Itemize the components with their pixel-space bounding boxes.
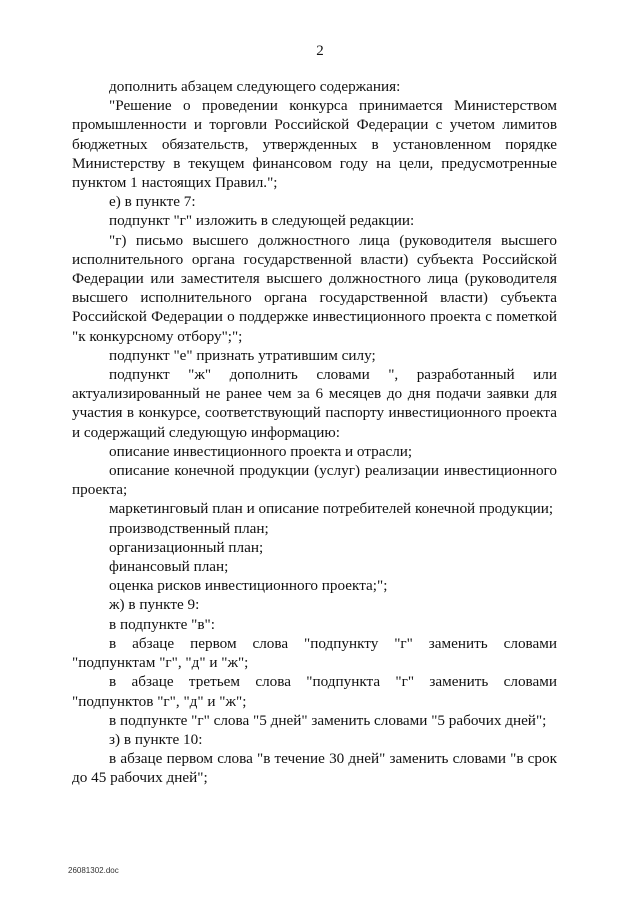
page-number: 2 xyxy=(316,43,324,59)
paragraph: в подпункте "г" слова "5 дней" заменить словами "5 рабочих дней"; xyxy=(109,711,547,729)
paragraph: в подпункте "в": xyxy=(109,615,215,633)
paragraph: производственный план; xyxy=(109,519,269,537)
paragraph: маркетинговый план и описание потребителей конечной продукции; xyxy=(109,500,554,518)
paragraph: описание конечной продукции (услуг) реализации инвестиционного проекта; xyxy=(72,462,557,499)
paragraph: подпункт "г" изложить в следующей редакции: xyxy=(109,212,415,230)
paragraph: з) в пункте 10: xyxy=(109,730,203,748)
document-body xyxy=(72,77,557,788)
paragraph: описание инвестиционного проекта и отрасли; xyxy=(109,442,413,460)
paragraph: "г) письмо высшего должностного лица (руководителя высшего исполнительного органа государственной власти) субъекта Российской Федерации или заместителя высшего должностного лица (руководителя высшего исполнительного органа государственной власти) субъекта Российской Федерации о поддержке инвестиционного проекта с пометкой "к конкурсному отбору";"; xyxy=(72,231,557,345)
paragraph: в абзаце первом слова "подпункту "г" заменить словами "подпунктам "г", "д" и "ж"; xyxy=(72,634,557,672)
footer-filename: 26081302.doc xyxy=(68,866,119,875)
paragraph: подпункт "е" признать утратившим силу; xyxy=(109,346,376,364)
paragraph: оценка рисков инвестиционного проекта;"; xyxy=(109,577,388,595)
paragraph: финансовый план; xyxy=(109,558,229,576)
paragraph: в абзаце третьем слова "подпункта "г" заменить словами "подпунктов "г", "д" и "ж"; xyxy=(72,673,557,710)
paragraph: подпункт "ж" дополнить словами ", разработанный или актуализированный не ранее чем за 6 месяцев до дня подачи заявки для участия в конкурсе, соответствующий паспорту инвестиционного проекта и содержащий следующую информацию: xyxy=(72,366,557,441)
paragraph: е) в пункте 7: xyxy=(109,193,196,211)
paragraph: дополнить абзацем следующего содержания: xyxy=(109,78,401,95)
paragraph: организационный план; xyxy=(109,538,264,556)
paragraph: ж) в пункте 9: xyxy=(109,596,200,614)
paragraph: "Решение о проведении конкурса принимается Министерством промышленности и торговли Российской Федерации с учетом лимитов бюджетных обязательств, утвержденных в установленном порядке Министерству в текущем финансовом году на цели, предусмотренные пунктом 1 настоящих Правил."; xyxy=(72,97,557,192)
paragraph: в абзаце первом слова "в течение 30 дней" заменить словами "в срок до 45 рабочих дней"; xyxy=(72,750,557,787)
